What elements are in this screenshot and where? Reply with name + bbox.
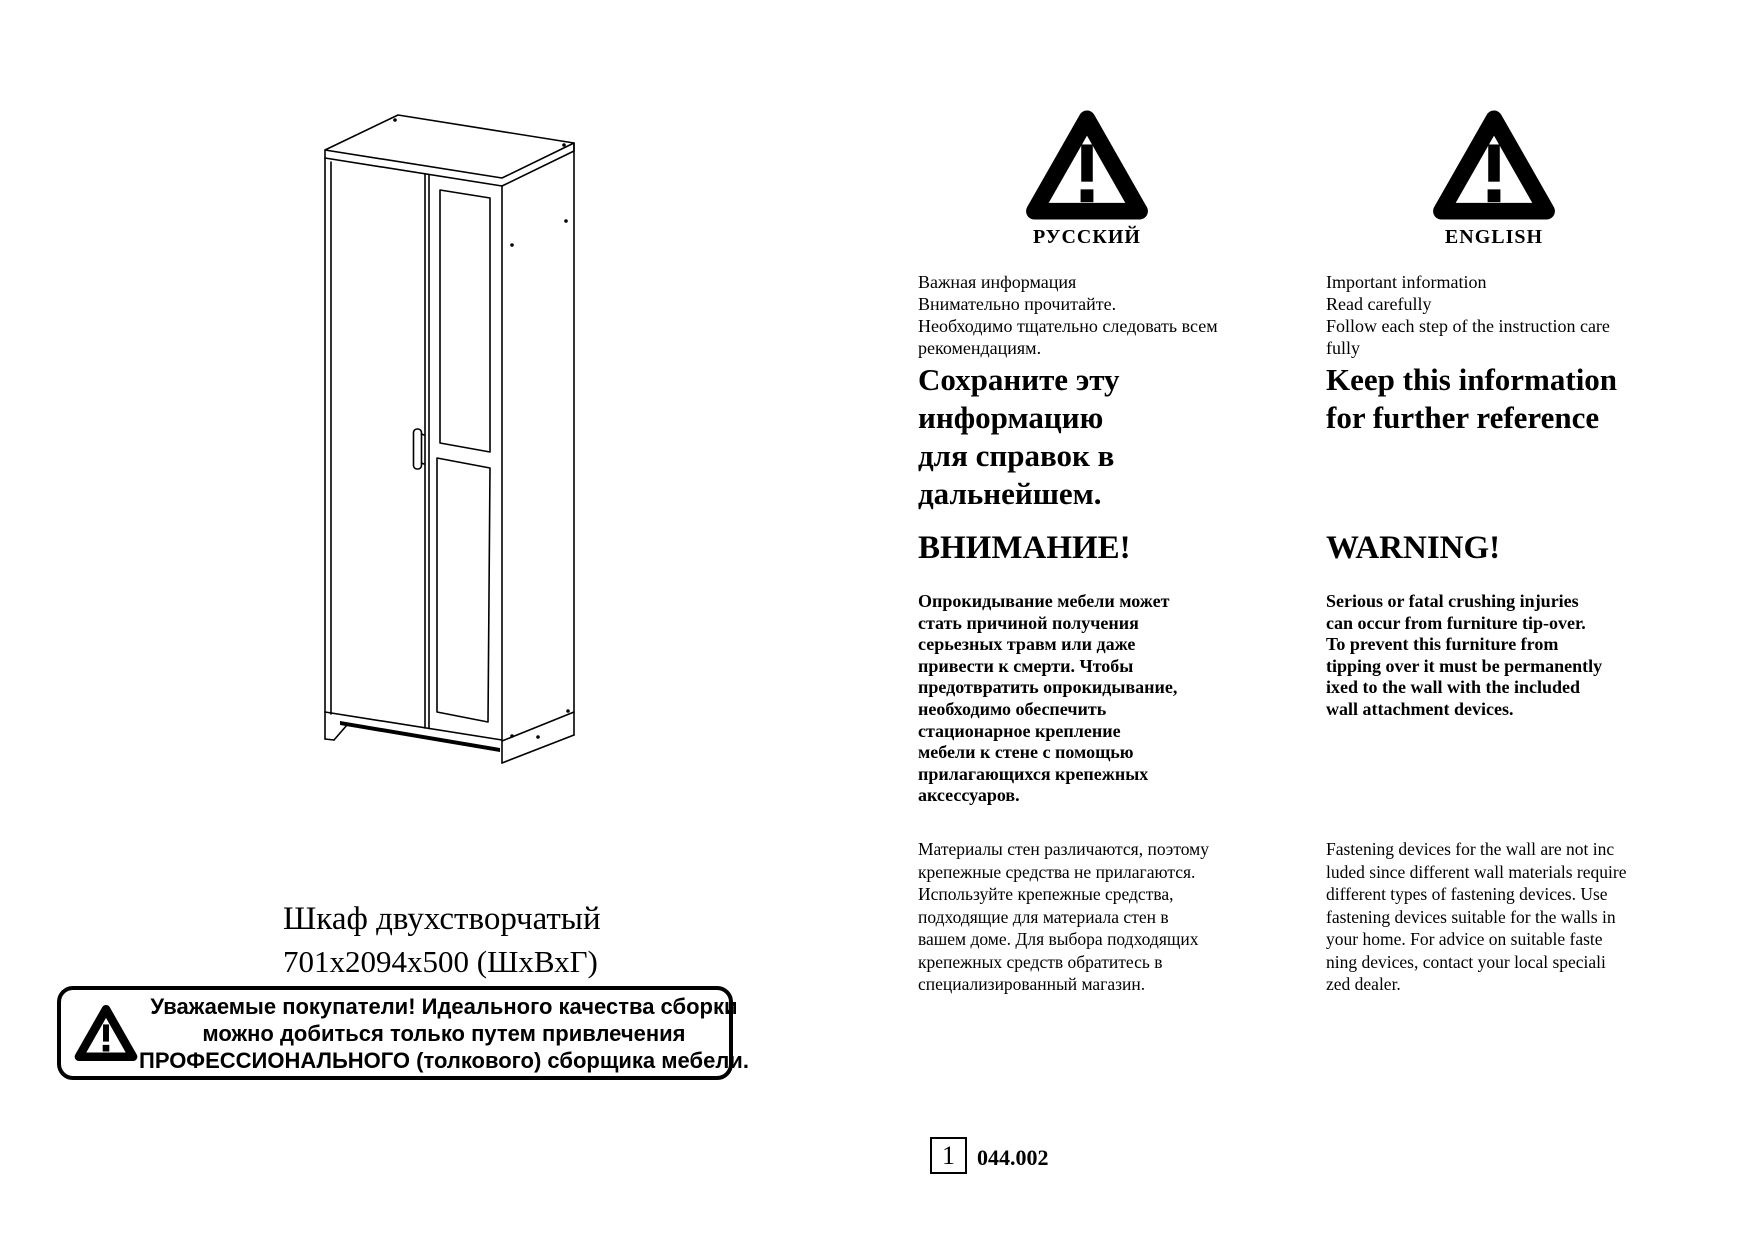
warning-triangle-icon xyxy=(73,1002,139,1064)
text-line: Fastening devices for the wall are not inc xyxy=(1326,839,1615,859)
text-line: your home. For advice on suitable faste xyxy=(1326,929,1603,949)
text-line: can occur from furniture tip-over. xyxy=(1326,612,1586,633)
text-line: специализированный магазин. xyxy=(918,974,1146,994)
heading-line: Keep this information xyxy=(1326,362,1618,397)
heading-line: Сохраните эту xyxy=(918,362,1120,397)
text-line: предотвратить опрокидывание, xyxy=(918,677,1178,698)
text-line: крепежные средства не прилагаются. xyxy=(918,861,1196,882)
text-line: Important information xyxy=(1326,272,1487,292)
text-line: серьезных травм или даже xyxy=(918,634,1136,655)
heading-line: дальнейшем. xyxy=(918,476,1102,511)
heading-line: for further reference xyxy=(1326,400,1600,435)
english-keep-heading xyxy=(1326,361,1617,437)
notice-line: ПРОФЕССИОНАЛЬНОГО (толкового) сборщика мебели. xyxy=(139,1047,749,1073)
product-dimensions: 701х2094х500 (ШхВхГ) xyxy=(283,944,598,979)
text-line: wall attachment devices. xyxy=(1326,698,1514,719)
text-line: прилагающихся крепежных xyxy=(918,763,1149,784)
assembly-notice-box xyxy=(57,986,749,1080)
language-label-russian: РУССКИЙ xyxy=(1033,226,1141,248)
product-title: Шкаф двухстворчатый xyxy=(283,901,601,937)
wardrobe-drawing xyxy=(300,100,600,800)
text-line: Необходимо тщательно следовать всем xyxy=(918,316,1218,336)
text-line: ning devices, contact your local speciali xyxy=(1326,951,1606,972)
english-fastening-text xyxy=(1326,838,1626,996)
warning-triangle-icon xyxy=(1429,106,1559,224)
text-line: подходящие для материала стен в xyxy=(918,906,1169,927)
text-line: рекомендациям. xyxy=(918,338,1042,358)
heading-line: для справок в xyxy=(918,438,1115,473)
text-line: стать причиной получения xyxy=(918,612,1139,633)
text-line: аксессуаров. xyxy=(918,785,1020,806)
text-line: Используйте крепежные средства, xyxy=(918,884,1174,904)
text-line: tipping over it must be permanently xyxy=(1326,655,1603,676)
russian-fastening-text xyxy=(918,838,1209,996)
russian-warning-heading: ВНИМАНИЕ! xyxy=(918,530,1131,566)
text-line: Опрокидывание мебели может xyxy=(918,591,1170,611)
text-line: крепежных средств обратитесь в xyxy=(918,951,1163,972)
russian-keep-heading xyxy=(918,361,1120,513)
notice-line: Уважаемые покупатели! Идеального качества сборки xyxy=(150,993,738,1019)
notice-line: можно добиться только путем привлечения xyxy=(202,1020,686,1046)
text-line: стационарное крепление xyxy=(918,720,1121,741)
assembly-notice-text xyxy=(139,993,749,1074)
text-line: необходимо обеспечить xyxy=(918,698,1107,719)
english-warning-heading: WARNING! xyxy=(1326,530,1501,566)
text-line: ixed to the wall with the included xyxy=(1326,677,1581,698)
heading-line: информацию xyxy=(918,400,1104,435)
russian-intro xyxy=(918,271,1218,359)
english-warning-text xyxy=(1326,591,1602,721)
text-line: zed dealer. xyxy=(1326,974,1401,994)
russian-warning-text xyxy=(918,591,1177,807)
text-line: fully xyxy=(1326,338,1360,358)
english-intro xyxy=(1326,271,1610,359)
text-line: Follow each step of the instruction care xyxy=(1326,316,1610,336)
text-line: Внимательно прочитайте. xyxy=(918,294,1117,314)
page-number: 1 xyxy=(942,1140,955,1170)
page-number-box xyxy=(930,1137,967,1174)
text-line: мебели к стене с помощью xyxy=(918,742,1134,763)
text-line: Read carefully xyxy=(1326,294,1432,314)
text-line: different types of fastening devices. Use xyxy=(1326,884,1608,904)
text-line: luded since different wall materials require xyxy=(1326,861,1627,882)
text-line: Важная информация xyxy=(918,272,1077,292)
language-label-english: ENGLISH xyxy=(1444,226,1544,248)
text-line: To prevent this furniture from xyxy=(1326,634,1559,655)
warning-triangle-icon xyxy=(1022,106,1152,224)
text-line: Serious or fatal crushing injuries xyxy=(1326,591,1579,611)
text-line: вашем доме. Для выбора подходящих xyxy=(918,929,1199,949)
document-code: 044.002 xyxy=(977,1145,1049,1170)
text-line: fastening devices suitable for the walls in xyxy=(1326,906,1616,927)
text-line: привести к смерти. Чтобы xyxy=(918,655,1134,676)
text-line: Материалы стен различаются, поэтому xyxy=(918,839,1209,859)
